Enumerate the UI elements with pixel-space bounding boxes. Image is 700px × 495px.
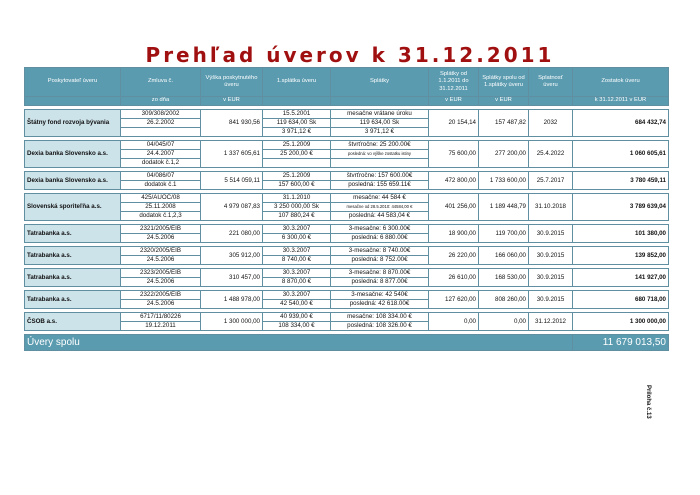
loan-provider: Tatrabanka a.s. <box>25 247 121 265</box>
header-balance: Zostatok úveru <box>573 68 669 97</box>
loan-installment: štvrťročne: 157 600.00€ <box>331 172 429 181</box>
loan-amount: 4 979 087,83 <box>201 194 263 221</box>
loan-paid-total: 1 189 448,79 <box>479 194 529 221</box>
loan-amount: 1 488 978,00 <box>201 291 263 309</box>
loan-contract: 2322/2005/EIB <box>121 291 201 300</box>
loan-maturity: 30.9.2015 <box>529 247 573 265</box>
loan-balance: 1 300 000,00 <box>573 313 669 331</box>
loan-maturity: 2032 <box>529 110 573 137</box>
loan-installment: posledná: 108 326.00 € <box>331 322 429 331</box>
loan-installment: posledná: 155 659.11€ <box>331 181 429 190</box>
subheader-empty <box>331 97 429 106</box>
loan-row <box>25 110 669 119</box>
loan-provider: Tatrabanka a.s. <box>25 269 121 287</box>
loan-maturity: 30.9.2015 <box>529 225 573 243</box>
loan-paid-total: 157 487,82 <box>479 110 529 137</box>
loan-row <box>25 291 669 300</box>
loan-installment: posledná: 6 880.00€ <box>331 234 429 243</box>
loan-paid-2011: 472 800,00 <box>429 172 479 190</box>
loan-first-installment: 30.3.2007 <box>263 225 331 234</box>
loan-first-installment: 3 971,12 € <box>263 128 331 137</box>
loan-first-installment: 42 540,00 € <box>263 300 331 309</box>
loan-paid-2011: 26 220,00 <box>429 247 479 265</box>
loan-installment: mesačne: 44 584 € <box>331 194 429 203</box>
loan-first-installment: 119 634,00 Sk <box>263 119 331 128</box>
subheader-balance: k 31.12.2011 v EUR <box>573 97 669 106</box>
loan-paid-2011: 401 256,00 <box>429 194 479 221</box>
loan-contract: 2321/2005/EIB <box>121 225 201 234</box>
loan-first-installment: 157 600,00 € <box>263 181 331 190</box>
page-title: Prehľad úverov k 31.12.2011 <box>145 43 555 67</box>
loan-provider: Slovenská sporiteľňa a.s. <box>25 194 121 221</box>
loan-contract: 24.5.2006 <box>121 234 201 243</box>
loan-installment: 119 634,00 Sk <box>331 119 429 128</box>
loan-provider: Tatrabanka a.s. <box>25 225 121 243</box>
total-value: 11 679 013,50 <box>573 335 669 351</box>
header-first-installment: 1.splátka úveru <box>263 68 331 97</box>
loan-contract: 6717/11/80226 <box>121 313 201 322</box>
loan-balance: 101 380,00 <box>573 225 669 243</box>
loan-paid-total: 277 200,00 <box>479 141 529 168</box>
loan-contract: 425/AUOC/08 <box>121 194 201 203</box>
loan-contract: 26.2.2002 <box>121 119 201 128</box>
loan-first-installment: 25.1.2009 <box>263 141 331 150</box>
loan-amount: 5 514 059,11 <box>201 172 263 190</box>
loan-contract: 25.11.2008 <box>121 203 201 212</box>
loan-installment: 3-mesačne: 8 870.00€ <box>331 269 429 278</box>
loan-installment: štvrťročne: 25 200.00€ <box>331 141 429 150</box>
loan-row <box>25 313 669 322</box>
loan-first-installment: 30.3.2007 <box>263 269 331 278</box>
loan-paid-total: 168 530,00 <box>479 269 529 287</box>
loan-amount: 221 080,00 <box>201 225 263 243</box>
loan-installment <box>331 159 429 168</box>
loan-installment: mesačne vrátane úroku <box>331 110 429 119</box>
header-amount: Výška poskytnutého úveru <box>201 68 263 97</box>
loan-installment: 3-mesačne: 42 540€ <box>331 291 429 300</box>
loan-row <box>25 247 669 256</box>
header-maturity: Splatnosť úveru <box>529 68 573 97</box>
loan-amount: 841 930,56 <box>201 110 263 137</box>
loan-paid-total: 808 260,00 <box>479 291 529 309</box>
subheader-amount: v EUR <box>201 97 263 106</box>
loan-paid-total: 119 700,00 <box>479 225 529 243</box>
loan-paid-2011: 18 900,00 <box>429 225 479 243</box>
loan-first-installment: 25 200,00 € <box>263 150 331 159</box>
loan-installment: 3-mesačne: 8 740.00€ <box>331 247 429 256</box>
subheader-empty <box>263 97 331 106</box>
loan-installment: posledná: vo výške zostatku istiny <box>331 150 429 159</box>
loan-installment: posledná: 42 618.00€ <box>331 300 429 309</box>
loan-row <box>25 172 669 181</box>
loan-contract: 2323/2005/EIB <box>121 269 201 278</box>
loan-contract: 24.5.2006 <box>121 300 201 309</box>
loan-maturity: 30.9.2015 <box>529 269 573 287</box>
loan-amount: 1 337 605,61 <box>201 141 263 168</box>
loan-amount: 310 457,00 <box>201 269 263 287</box>
loan-first-installment: 3 250 000,00 Sk <box>263 203 331 212</box>
loan-first-installment <box>263 159 331 168</box>
loan-paid-2011: 75 600,00 <box>429 141 479 168</box>
loan-provider: Tatrabanka a.s. <box>25 291 121 309</box>
loan-first-installment: 30.3.2007 <box>263 291 331 300</box>
loan-contract: 24.5.2006 <box>121 256 201 265</box>
loan-maturity: 25.4.2022 <box>529 141 573 168</box>
subheader-paid-2011: v EUR <box>429 97 479 106</box>
subheader-contract: zo dňa <box>121 97 201 106</box>
loan-contract: 04/086/07 <box>121 172 201 181</box>
loan-balance: 1 060 605,61 <box>573 141 669 168</box>
loan-contract <box>121 128 201 137</box>
total-row <box>25 335 669 351</box>
subheader-empty <box>529 97 573 106</box>
loan-contract: 04/045/07 <box>121 141 201 150</box>
loan-installment: posledná: 8 877.00€ <box>331 278 429 287</box>
loan-first-installment: 107 880,24 € <box>263 212 331 221</box>
loan-contract: 2320/2005/EIB <box>121 247 201 256</box>
loan-paid-2011: 127 620,00 <box>429 291 479 309</box>
loan-row <box>25 269 669 278</box>
total-label: Úvery spolu <box>25 335 573 351</box>
loan-paid-total: 1 733 600,00 <box>479 172 529 190</box>
loan-balance: 3 789 639,04 <box>573 194 669 221</box>
header-provider: Poskytovateľ úveru <box>25 68 121 97</box>
loan-first-installment: 6 300,00 € <box>263 234 331 243</box>
loan-contract: dodatok č.1,2,3 <box>121 212 201 221</box>
loan-first-installment: 25.1.2009 <box>263 172 331 181</box>
header-row <box>25 68 669 97</box>
loan-row <box>25 194 669 203</box>
loan-paid-2011: 20 154,14 <box>429 110 479 137</box>
loan-amount: 305 912,00 <box>201 247 263 265</box>
loan-installment: 3-mesačne: 6 300.00€ <box>331 225 429 234</box>
loan-provider: ČSOB a.s. <box>25 313 121 331</box>
loan-first-installment: 8 740,00 € <box>263 256 331 265</box>
loan-first-installment: 40 939,00 € <box>263 313 331 322</box>
loan-first-installment: 8 870,00 € <box>263 278 331 287</box>
loan-first-installment: 15.5.2001 <box>263 110 331 119</box>
loan-installment: 3 971,12 € <box>331 128 429 137</box>
loan-balance: 139 852,00 <box>573 247 669 265</box>
loan-paid-2011: 0,00 <box>429 313 479 331</box>
loan-maturity: 30.9.2015 <box>529 291 573 309</box>
subheader-empty <box>25 97 121 106</box>
header-paid-total: Splátky spolu od 1.splátky úveru <box>479 68 529 97</box>
loan-row <box>25 141 669 150</box>
loan-balance: 3 780 459,11 <box>573 172 669 190</box>
loan-installment: mesačne: 108 334.00 € <box>331 313 429 322</box>
loan-provider: Štátny fond rozvoja bývania <box>25 110 121 137</box>
loan-maturity: 31.10.2018 <box>529 194 573 221</box>
loan-contract: 309/308/2002 <box>121 110 201 119</box>
loan-amount: 1 300 000,00 <box>201 313 263 331</box>
subheader-paid-total: v EUR <box>479 97 529 106</box>
header-contract: Zmluva č. <box>121 68 201 97</box>
loan-paid-total: 0,00 <box>479 313 529 331</box>
loan-maturity: 31.12.2012 <box>529 313 573 331</box>
loan-balance: 684 432,74 <box>573 110 669 137</box>
loan-first-installment: 108 334,00 € <box>263 322 331 331</box>
loan-contract: 19.12.2011 <box>121 322 201 331</box>
loan-row <box>25 225 669 234</box>
loan-contract: 24.4.2007 <box>121 150 201 159</box>
loan-first-installment: 31.1.2010 <box>263 194 331 203</box>
loan-contract: dodatok č.1,2 <box>121 159 201 168</box>
loan-balance: 680 718,00 <box>573 291 669 309</box>
loan-contract: 24.5.2006 <box>121 278 201 287</box>
loans-table <box>24 67 669 351</box>
header-installments: Splátky <box>331 68 429 97</box>
loan-provider: Dexia banka Slovensko a.s. <box>25 172 121 190</box>
loan-installment: posledná: 8 752.00€ <box>331 256 429 265</box>
loan-provider: Dexia banka Slovensko a.s. <box>25 141 121 168</box>
loan-balance: 141 927,00 <box>573 269 669 287</box>
loan-paid-2011: 26 610,00 <box>429 269 479 287</box>
subheader-row <box>25 97 669 106</box>
loan-paid-total: 166 060,00 <box>479 247 529 265</box>
loan-installment: posledná: 44 583,04 € <box>331 212 429 221</box>
loan-contract: dodatok č.1 <box>121 181 201 190</box>
header-paid-2011: Splátky od 1.1.2011 do 31.12.2011 <box>429 68 479 97</box>
loan-installment: mesačne od 28.5.2010: 44584,00 € <box>331 203 429 212</box>
loan-maturity: 25.7.2017 <box>529 172 573 190</box>
attachment-note: Príloha č.13 <box>645 385 651 419</box>
loan-first-installment: 30.3.2007 <box>263 247 331 256</box>
